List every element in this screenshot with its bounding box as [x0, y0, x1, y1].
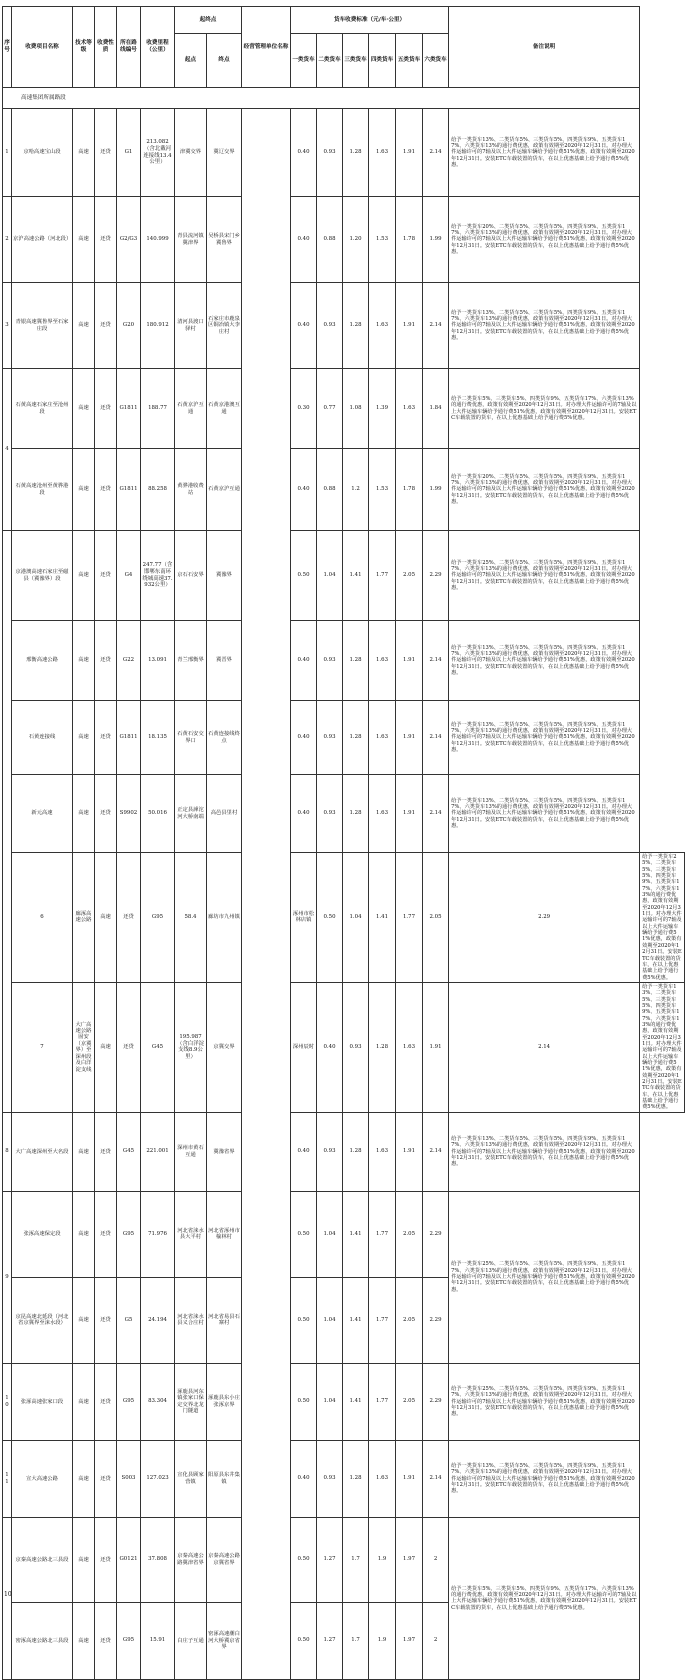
row-note: 给予一类货车25%、二类货车5%、三类货车5%、四类货车9%、五类货车17%、六类货车13%的通行费优惠，政策有效期至2020年12月31日。对办理大件运输许可的7轴及以上大件运输车辆给予通行费51%优惠，政策有效期至2020年12月31日。安装ETC车载装置的货车，在以上优惠基础上给予通行费5%优惠。: [449, 1363, 640, 1440]
row-grade: 高速: [73, 621, 95, 701]
row-rate-class-1: 0.40: [291, 1440, 317, 1517]
row-nature: 还贷: [95, 1602, 117, 1679]
row-route: G45: [141, 982, 175, 1112]
row-mileage: 50.016: [141, 775, 175, 853]
row-rate-class-6: 2: [423, 1517, 449, 1602]
row-name: 新元高速: [12, 775, 73, 853]
row-nature: 还贷: [95, 1191, 117, 1277]
row-seq: 4: [3, 369, 12, 531]
row-grade: 高速: [73, 701, 95, 775]
row-rate-class-5: 1.91: [396, 775, 423, 853]
row-rate-class-5: 1.91: [396, 701, 423, 775]
row-rate-class-1: 0.40: [291, 283, 317, 369]
row-note: 给予一类货车13%、二类货车5%、三类货车5%、四类货车9%、五类货车17%、六类货车13%的通行费优惠，政策有效期至2020年12月31日。对办理大件运输许可的7轴及以上大件运输车辆给予通行费51%优惠，政策有效期至2020年12月31日。安装ETC车载装置的货车，在以上优惠基础上给予通行费5%优惠。: [449, 775, 640, 853]
table-row: [3, 1112, 685, 1191]
row-rate-class-5: 2.05: [396, 1363, 423, 1440]
row-rate-class-5: 1.78: [396, 197, 423, 283]
row-rate-class-4: 1.77: [369, 1363, 396, 1440]
row-mileage: 58.4: [175, 853, 207, 983]
toll-rate-table: [2, 6, 685, 1680]
row-grade: 高速: [73, 449, 95, 531]
row-start: 京石石安界: [175, 531, 207, 621]
row-operator: [242, 109, 291, 1680]
row-rate-class-2: 0.93: [317, 1440, 343, 1517]
row-name: 青银高速冀鲁界至石家庄段: [12, 283, 73, 369]
row-rate-class-6: 2.29: [423, 531, 449, 621]
row-grade: 高速: [73, 775, 95, 853]
row-rate-class-5: 1.91: [396, 1440, 423, 1517]
row-route: G4: [117, 531, 141, 621]
row-mileage: 221.001: [141, 1112, 175, 1191]
row-rate-class-4: 1.53: [369, 197, 396, 283]
row-nature: 还贷: [95, 775, 117, 853]
row-rate-class-6: 2.14: [423, 1112, 449, 1191]
row-mileage: 18.135: [141, 701, 175, 775]
row-grade: 高速: [73, 1440, 95, 1517]
row-grade: 高速: [73, 1112, 95, 1191]
row-rate-class-4: 1.9: [369, 1517, 396, 1602]
row-rate-class-5: 2.05: [396, 1191, 423, 1277]
row-start: 津冀交界: [175, 109, 207, 197]
row-rate-class-6: 2.14: [423, 283, 449, 369]
row-rate-class-4: 1.77: [369, 531, 396, 621]
row-rate-class-3: 1.41: [343, 1191, 369, 1277]
header-grade: 技术等级: [73, 7, 95, 88]
row-note: 给予一类货车13%、二类货车5%、三类货车5%、四类货车9%、五类货车17%、六类货车13%的通行费优惠，政策有效期至2020年12月31日。对办理大件运输许可的7轴及以上大件运输车辆给予通行费51%优惠，政策有效期至2020年12月31日。安装ETC车载装置的货车，在以上优惠基础上给予通行费5%优惠。: [449, 1440, 640, 1517]
row-rate-class-3: 1.28: [343, 621, 369, 701]
row-name: 京哈高速宝山段: [12, 109, 73, 197]
row-rate-class-2: 0.93: [317, 1112, 343, 1191]
header-mileage: 收费里程（公里）: [141, 7, 175, 88]
row-grade: 高速: [73, 109, 95, 197]
row-route: G1811: [117, 449, 141, 531]
table-row: [3, 775, 685, 853]
header-class-3: 三类货车: [343, 34, 369, 88]
row-mileage: 24.194: [141, 1277, 175, 1363]
row-rate-class-3: 1.41: [343, 1277, 369, 1363]
row-nature: 还贷: [95, 701, 117, 775]
row-end: 密涿高速潮白河大桥冀京省界: [207, 1602, 242, 1679]
row-start: 黄骅港收费站: [175, 449, 207, 531]
row-end: 涿州市松林店镇: [291, 853, 317, 983]
row-rate-class-6: 1.99: [423, 197, 449, 283]
table-row: [3, 449, 685, 531]
row-grade: 高速: [73, 369, 95, 449]
row-rate-class-1: 0.50: [317, 853, 343, 983]
row-note: 给予二类货车5%、三类货车5%、四类货车9%、五类货车17%、六类货车13%的通行费优惠，政策有效期至2020年12月31日。对办理大件运输许可的7轴及以上大件运输车辆给予通行费51%优惠，政策有效期至2020年12月31日。安装ETC车载装置的货车，在以上优惠基础上给予通行费5%优惠。: [449, 369, 640, 449]
row-rate-class-2: 0.93: [343, 982, 369, 1112]
row-grade: 高速: [73, 1602, 95, 1679]
row-seq: 10: [3, 1363, 12, 1440]
row-rate-class-1: 0.30: [291, 369, 317, 449]
row-end: 冀辽交界: [207, 109, 242, 197]
row-mileage: 37.808: [141, 1517, 175, 1602]
row-rate-class-4: 1.63: [369, 621, 396, 701]
row-rate-class-4: 1.77: [369, 1191, 396, 1277]
table-row: [3, 853, 685, 983]
row-mileage: 71.976: [141, 1191, 175, 1277]
row-seq: 2: [3, 197, 12, 283]
header-rate: 货车收费标准（元/车·公里）: [291, 7, 449, 34]
section-title: 高速集团所属路段: [3, 88, 640, 109]
row-start: 石黄石安交界口: [175, 701, 207, 775]
row-seq: 1: [3, 109, 12, 197]
row-rate-class-3: 1.7: [343, 1602, 369, 1679]
row-rate-class-3: 1.08: [343, 369, 369, 449]
table-row: [3, 1191, 685, 1277]
row-start: 京秦高速公路冀津省界: [175, 1517, 207, 1602]
row-rate-class-3: 1.28: [369, 982, 396, 1112]
row-nature: 还贷: [95, 621, 117, 701]
row-route: G1: [117, 109, 141, 197]
row-rate-class-3: 1.28: [343, 283, 369, 369]
row-rate-class-3: 1.41: [343, 1363, 369, 1440]
row-rate-class-5: 1.91: [396, 1112, 423, 1191]
row-rate-class-1: 0.40: [291, 449, 317, 531]
row-grade: 高速: [95, 853, 117, 983]
row-rate-class-6: 2.14: [423, 701, 449, 775]
row-route: G95: [117, 1602, 141, 1679]
row-seq: 7: [12, 982, 73, 1112]
row-rate-class-1: 0.50: [291, 1602, 317, 1679]
row-rate-class-1: 0.40: [291, 775, 317, 853]
row-name: 邢衡高速公路: [12, 621, 73, 701]
row-grade: 高速: [73, 283, 95, 369]
row-name: 京昆高速北延段（河北省京冀界至涞水段）: [12, 1277, 73, 1363]
row-rate-class-1: 0.40: [291, 197, 317, 283]
row-rate-class-4: 1.63: [396, 982, 423, 1112]
row-name: 廊涿高速公路: [73, 853, 95, 983]
row-rate-class-1: 0.50: [291, 531, 317, 621]
row-rate-class-3: 1.20: [343, 197, 369, 283]
row-rate-class-2: 0.77: [317, 369, 343, 449]
row-rate-class-6: 2.14: [423, 1440, 449, 1517]
row-end: 冀晋界: [207, 621, 242, 701]
row-rate-class-5: 1.97: [396, 1602, 423, 1679]
row-rate-class-4: 1.63: [369, 283, 396, 369]
row-end: 京秦高速公路京冀省界: [207, 1517, 242, 1602]
row-mileage: 188.77: [141, 369, 175, 449]
row-start: 石黄京沪互通: [175, 369, 207, 449]
row-mileage: 15.91: [141, 1602, 175, 1679]
row-note: 给予一类货车13%、二类货车5%、三类货车5%、四类货车9%、五类货车17%、六类货车13%的通行费优惠，政策有效期至2020年12月31日。对办理大件运输许可的7轴及以上大件运输车辆给予通行费51%优惠，政策有效期至2020年12月31日。安装ETC车载装置的货车，在以上优惠基础上给予通行费5%优惠。: [449, 283, 640, 369]
row-end: 吴桥县宋门乡冀鲁界: [207, 197, 242, 283]
row-name: 石黄高速石家庄至沧州段: [12, 369, 73, 449]
row-route: G95: [117, 1363, 141, 1440]
row-note: 给予一类货车20%、二类货车5%、三类货车5%、四类货车9%、五类货车17%、六类货车13%的通行费优惠，政策有效期至2020年12月31日。对办理大件运输许可的7轴及以上大件运输车辆给予通行费51%优惠，政策有效期至2020年12月31日。安装ETC车载装置的货车，在以上优惠基础上给予通行费5%优惠。: [449, 449, 640, 531]
row-rate-class-1: 0.40: [291, 701, 317, 775]
row-route: G2/G3: [117, 197, 141, 283]
row-end: 河北省涿州市榆林村: [207, 1191, 242, 1277]
row-rate-class-6: 2.29: [423, 1363, 449, 1440]
row-grade: 高速: [73, 1363, 95, 1440]
row-route: G5: [117, 1277, 141, 1363]
row-seq: 9: [3, 1191, 12, 1363]
row-rate-class-3: 1.28: [343, 775, 369, 853]
row-nature: 还贷: [95, 1517, 117, 1602]
row-name: 石黄连接线: [12, 701, 73, 775]
row-rate-class-3: 1.28: [343, 1440, 369, 1517]
table-row: [3, 621, 685, 701]
row-rate-class-2: 1.27: [317, 1602, 343, 1679]
footer-fragment: 10: [4, 1591, 12, 1598]
row-nature: 还贷: [95, 449, 117, 531]
row-rate-class-3: 1.7: [343, 1517, 369, 1602]
row-rate-class-1: 0.40: [291, 621, 317, 701]
row-nature: 还贷: [95, 283, 117, 369]
row-rate-class-6: 2.29: [449, 853, 640, 983]
row-note: 给予一类货车13%、二类货车5%、三类货车5%、四类货车9%、五类货车17%、六类货车13%的通行费优惠，政策有效期至2020年12月31日。对办理大件运输许可的7轴及以上大件运输车辆给予通行费51%优惠，政策有效期至2020年12月31日。安装ETC车载装置的货车，在以上优惠基础上给予通行费5%优惠。: [449, 701, 640, 775]
header-operator: 经营管理单位名称: [242, 7, 291, 88]
row-nature: 还贷: [95, 369, 117, 449]
row-nature: 还贷: [95, 197, 117, 283]
row-name: 张涿高速张家口段: [12, 1363, 73, 1440]
row-name: 大广高速深州至大名段: [12, 1112, 73, 1191]
row-rate-class-4: 1.63: [369, 109, 396, 197]
row-rate-class-2: 0.93: [317, 701, 343, 775]
row-start: 河北省涞水县大平村: [175, 1191, 207, 1277]
row-end: 高邑县里村: [207, 775, 242, 853]
row-rate-class-1: 0.40: [291, 1112, 317, 1191]
row-note: 给予一类货车20%、二类货车5%、三类货车5%、四类货车9%、五类货车17%、六类货车13%的通行费优惠，政策有效期至2020年12月31日。对办理大件运输许可的7轴及以上大件运输车辆给予通行费51%优惠，政策有效期至2020年12月31日。安装ETC车载装置的货车，在以上优惠基础上给予通行费5%优惠。: [449, 197, 640, 283]
row-rate-class-4: 1.77: [369, 1277, 396, 1363]
row-rate-class-6: 2.29: [423, 1277, 449, 1363]
row-name: 宣大高速公路: [12, 1440, 73, 1517]
row-seq: 8: [3, 1112, 12, 1191]
row-rate-class-5: 1.91: [423, 982, 449, 1112]
row-end: 石家庄市鹿泉区铜冶镇大李庄村: [207, 283, 242, 369]
row-rate-class-1: 0.40: [317, 982, 343, 1112]
row-rate-class-6: 1.99: [423, 449, 449, 531]
row-rate-class-2: 1.04: [317, 1277, 343, 1363]
header-class-5: 五类货车: [396, 34, 423, 88]
header-end: 终点: [207, 34, 242, 88]
row-name: 京秦高速公路北三县段: [12, 1517, 73, 1602]
row-rate-class-2: 1.04: [317, 1363, 343, 1440]
row-name: 密涿高速公路北三县段: [12, 1602, 73, 1679]
row-start: 涿鹿县河东镇张家口保定交界北龙门隧道: [175, 1363, 207, 1440]
table-row: [3, 109, 685, 197]
row-rate-class-1: 0.50: [291, 1277, 317, 1363]
row-mileage: 13.091: [141, 621, 175, 701]
row-rate-class-3: 1.41: [343, 531, 369, 621]
row-rate-class-2: 0.93: [317, 109, 343, 197]
table-row: [3, 1517, 685, 1602]
row-nature: 还贷: [95, 1363, 117, 1440]
row-seq: 6: [12, 853, 73, 983]
row-route: S9902: [117, 775, 141, 853]
row-end: 冀豫省界: [207, 1112, 242, 1191]
row-start: 青县流河镇冀津界: [175, 197, 207, 283]
header-class-6: 六类货车: [423, 34, 449, 88]
row-nature: 还贷: [117, 853, 141, 983]
row-rate-class-6: 1.84: [423, 369, 449, 449]
row-nature: 还贷: [95, 531, 117, 621]
row-rate-class-3: 1.2: [343, 449, 369, 531]
row-route: G95: [141, 853, 175, 983]
row-rate-class-5: 2.05: [423, 853, 449, 983]
row-rate-class-3: 1.41: [369, 853, 396, 983]
row-rate-class-2: 0.88: [317, 197, 343, 283]
row-rate-class-5: 1.78: [396, 449, 423, 531]
row-rate-class-2: 1.04: [343, 853, 369, 983]
row-name: 石黄高速沧州至黄骅港段: [12, 449, 73, 531]
row-seq: 3: [3, 283, 12, 369]
row-route: G22: [117, 621, 141, 701]
header-route: 所在路线编号: [117, 7, 141, 88]
table-row: [3, 982, 685, 1112]
row-end: 石黄连接线终点: [207, 701, 242, 775]
row-mileage: 180.912: [141, 283, 175, 369]
row-rate-class-5: 1.63: [396, 369, 423, 449]
row-mileage: 127.023: [141, 1440, 175, 1517]
row-rate-class-4: 1.63: [369, 701, 396, 775]
header-endpoints: 起终点: [175, 7, 242, 34]
row-note: 给予一类货车25%、二类货车5%、三类货车5%、四类货车9%、五类货车17%、六类货车13%的通行费优惠，政策有效期至2020年12月31日。对办理大件运输许可的7轴及以上大件运输车辆给予通行费51%优惠，政策有效期至2020年12月31日。安装ETC车载装置的货车，在以上优惠基础上给予通行费5%优惠。: [449, 1191, 640, 1363]
row-end: 石黄京沪互通: [207, 449, 242, 531]
row-nature: 还贷: [95, 1277, 117, 1363]
row-note: 给予一类货车13%、二类货车5%、三类货车5%、四类货车9%、五类货车17%、六类货车13%的通行费优惠，政策有效期至2020年12月31日。对办理大件运输许可的7轴及以上大件运输车辆给予通行费51%优惠，政策有效期至2020年12月31日。安装ETC车载装置的货车，在以上优惠基础上给予通行费5%优惠。: [449, 1112, 640, 1191]
row-grade: 高速: [73, 197, 95, 283]
row-rate-class-4: 1.77: [396, 853, 423, 983]
row-note: 给予一类货车25%、二类货车5%、三类货车5%、四类货车9%、五类货车17%、六类货车13%的通行费优惠，政策有效期至2020年12月31日。对办理大件运输许可的7轴及以上大件运输车辆给予通行费51%优惠，政策有效期至2020年12月31日。安装ETC车载装置的货车，在以上优惠基础上给予通行费5%优惠。: [640, 853, 685, 983]
row-rate-class-6: 2.14: [423, 775, 449, 853]
row-rate-class-2: 0.88: [317, 449, 343, 531]
row-name: 大广高速公路固安（京冀界）至深州段及白洋淀支线: [73, 982, 95, 1112]
row-mileage: 140.999: [141, 197, 175, 283]
row-grade: 高速: [73, 531, 95, 621]
row-rate-class-5: 1.91: [396, 283, 423, 369]
row-start: 清河县渡口驿村: [175, 283, 207, 369]
row-rate-class-2: 0.93: [317, 621, 343, 701]
row-mileage: 247.77（含邯郸东南环绕城高速37.932公里）: [141, 531, 175, 621]
row-rate-class-5: 2.05: [396, 531, 423, 621]
header-start: 起点: [175, 34, 207, 88]
row-rate-class-6: 2.29: [423, 1191, 449, 1277]
row-rate-class-1: 0.50: [291, 1517, 317, 1602]
row-end: 石黄京港澳互通: [207, 369, 242, 449]
header-seq: 序号: [3, 7, 12, 88]
row-note: 给予一类货车13%、二类货车5%、三类货车5%、四类货车9%、五类货车17%、六类货车13%的通行费优惠，政策有效期至2020年12月31日。对办理大件运输许可的7轴及以上大件运输车辆给予通行费51%优惠，政策有效期至2020年12月31日。安装ETC车载装置的货车，在以上优惠基础上给予通行费5%优惠。: [640, 982, 685, 1112]
row-start: 深州市黄石互通: [175, 1112, 207, 1191]
table-row: [3, 1363, 685, 1440]
header-nature: 收费性质: [95, 7, 117, 88]
row-rate-class-6: 2.14: [449, 982, 640, 1112]
row-rate-class-2: 0.93: [317, 283, 343, 369]
row-route: S003: [117, 1440, 141, 1517]
row-end: 河北省易县石寨村: [207, 1277, 242, 1363]
row-end: 涿鹿县东小庄张涿京界: [207, 1363, 242, 1440]
row-rate-class-1: 0.50: [291, 1191, 317, 1277]
row-rate-class-2: 1.04: [317, 531, 343, 621]
row-start: 廊坊市九州镇: [207, 853, 242, 983]
row-rate-class-3: 1.28: [343, 1112, 369, 1191]
header-class-4: 四类货车: [369, 34, 396, 88]
row-rate-class-5: 1.97: [396, 1517, 423, 1602]
table-row: [3, 197, 685, 283]
row-start: 正定县滹沱河大桥南端: [175, 775, 207, 853]
row-end: 深州辰时: [291, 982, 317, 1112]
row-start: 河北省涞水县义合庄村: [175, 1277, 207, 1363]
row-rate-class-4: 1.63: [369, 1112, 396, 1191]
row-rate-class-2: 0.93: [317, 775, 343, 853]
row-mileage: 195.987（含白洋淀支线8.9公里）: [175, 982, 207, 1112]
row-grade: 高速: [95, 982, 117, 1112]
row-rate-class-4: 1.63: [369, 1440, 396, 1517]
row-rate-class-2: 1.27: [317, 1517, 343, 1602]
row-rate-class-4: 1.53: [369, 449, 396, 531]
row-nature: 还贷: [117, 982, 141, 1112]
row-nature: 还贷: [95, 109, 117, 197]
row-route: G45: [117, 1112, 141, 1191]
row-rate-class-1: 0.40: [291, 109, 317, 197]
row-route: G0121: [117, 1517, 141, 1602]
row-rate-class-3: 1.28: [343, 109, 369, 197]
table-row: [3, 1440, 685, 1517]
row-end: 阳原县东井集镇: [207, 1440, 242, 1517]
row-rate-class-5: 2.05: [396, 1277, 423, 1363]
row-name: 张涿高速保定段: [12, 1191, 73, 1277]
row-note: 给予一类货车13%、二类货车5%、三类货车5%、四类货车9%、五类货车17%、六类货车13%的通行费优惠，政策有效期至2020年12月31日。对办理大件运输许可的7轴及以上大件运输车辆给予通行费51%优惠，政策有效期至2020年12月31日。安装ETC车载装置的货车，在以上优惠基础上给予通行费5%优惠。: [449, 109, 640, 197]
row-start: 白庄子互通: [175, 1602, 207, 1679]
row-grade: 高速: [73, 1191, 95, 1277]
row-rate-class-2: 1.04: [317, 1191, 343, 1277]
table-row: [3, 369, 685, 449]
row-note: 给予二类货车5%、三类货车5%、四类货车9%、五类货车17%、六类货车13%的通行费优惠，政策有效期至2020年12月31日。对办理大件运输许可的7轴及以上大件运输车辆给予通行费51%优惠，政策有效期至2020年12月31日。安装ETC车载装置的货车，在以上优惠基础上给予通行费5%优惠。: [449, 1517, 640, 1679]
row-rate-class-6: 2.14: [423, 109, 449, 197]
row-rate-class-1: 0.50: [291, 1363, 317, 1440]
row-route: G20: [117, 283, 141, 369]
row-route: G1811: [117, 369, 141, 449]
row-rate-class-4: 1.39: [369, 369, 396, 449]
header-name: 收费项目名称: [12, 7, 73, 88]
row-start: 宣化县顾家营镇: [175, 1440, 207, 1517]
header-note: 备注说明: [449, 7, 640, 88]
row-mileage: 213.082（含北戴河连接线13.4公里）: [141, 109, 175, 197]
table-row: [3, 531, 685, 621]
header-class-1: 一类货车: [291, 34, 317, 88]
row-route: G1811: [117, 701, 141, 775]
table-row: [3, 701, 685, 775]
row-grade: 高速: [73, 1517, 95, 1602]
row-note: 给予一类货车13%、二类货车5%、三类货车5%、四类货车9%、五类货车17%、六类货车13%的通行费优惠，政策有效期至2020年12月31日。对办理大件运输许可的7轴及以上大件运输车辆给予通行费51%优惠，政策有效期至2020年12月31日。安装ETC车载装置的货车，在以上优惠基础上给予通行费5%优惠。: [449, 621, 640, 701]
row-name: 京沪高速公路（河北段）: [12, 197, 73, 283]
row-nature: 还贷: [95, 1112, 117, 1191]
row-route: G95: [117, 1191, 141, 1277]
row-nature: 还贷: [95, 1440, 117, 1517]
row-end: 冀豫界: [207, 531, 242, 621]
row-rate-class-4: 1.9: [369, 1602, 396, 1679]
row-rate-class-3: 1.28: [343, 701, 369, 775]
row-rate-class-5: 1.91: [396, 109, 423, 197]
row-rate-class-4: 1.63: [369, 775, 396, 853]
row-rate-class-6: 2.14: [423, 621, 449, 701]
row-note: 给予一类货车25%、二类货车5%、三类货车5%、四类货车9%、五类货车17%、六类货车13%的通行费优惠，政策有效期至2020年12月31日。对办理大件运输许可的7轴及以上大件运输车辆给予通行费51%优惠，政策有效期至2020年12月31日。安装ETC车载装置的货车，在以上优惠基础上给予通行费5%优惠。: [449, 531, 640, 621]
row-start: 京冀交界: [207, 982, 242, 1112]
header-class-2: 二类货车: [317, 34, 343, 88]
row-seq: 11: [3, 1440, 12, 1517]
table-row: [3, 283, 685, 369]
row-start: 青兰邢衡界: [175, 621, 207, 701]
row-seq: [3, 531, 12, 1113]
row-grade: 高速: [73, 1277, 95, 1363]
row-mileage: 88.258: [141, 449, 175, 531]
row-rate-class-5: 1.91: [396, 621, 423, 701]
row-rate-class-6: 2: [423, 1602, 449, 1679]
row-mileage: 83.304: [141, 1363, 175, 1440]
row-name: 京港澳高速石家庄至磁县（冀豫界）段: [12, 531, 73, 621]
